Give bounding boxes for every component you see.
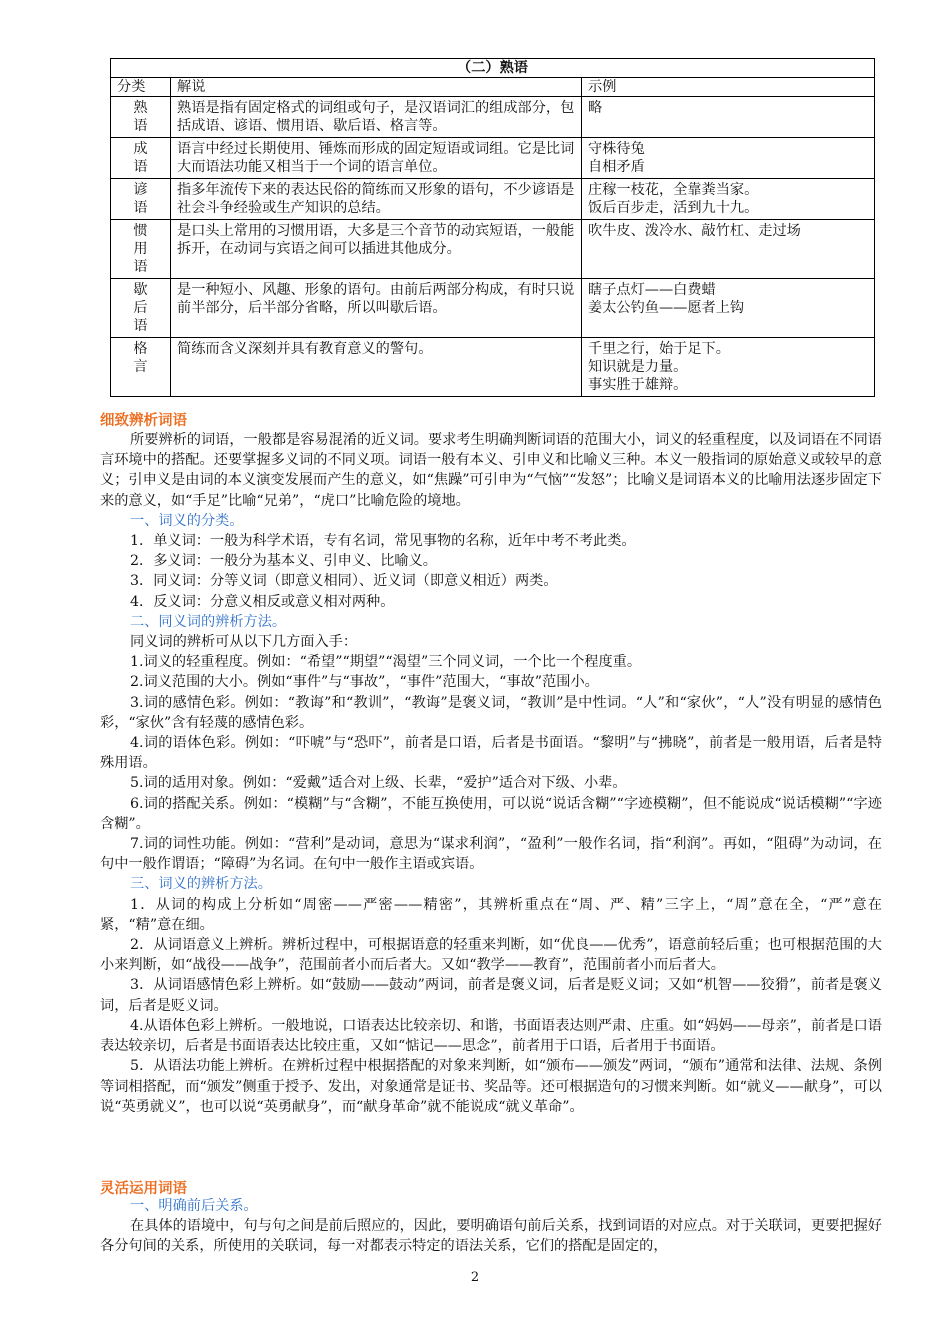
example: 事实胜于雄辩。 bbox=[588, 377, 688, 393]
list-item: 1.词义的轻重程度。例如：“希望”“期望”“渴望”三个同义词，一个比一个程度重。 bbox=[130, 654, 642, 671]
subheading-word-meaning-types: 一、词义的分类。 bbox=[130, 512, 244, 529]
example: 知识就是力量。 bbox=[588, 359, 688, 375]
section1-body bbox=[100, 430, 882, 1117]
row-explanation: 语言中经过长期使用、锤炼而形成的固定短语或词组。它是比词大而语法功能又相当于一个词的语言单位。 bbox=[171, 138, 582, 179]
example: 守株待兔 bbox=[588, 141, 645, 157]
subsection-intro: 同义词的辨析可从以下几方面入手： bbox=[130, 634, 358, 651]
row-category bbox=[111, 179, 171, 220]
list-item: 3．同义词：分等义词（即意义相同）、近义词（即意义相近）两类。 bbox=[130, 573, 558, 590]
table-row bbox=[111, 220, 875, 279]
list-item: 4.从语体色彩上辨析。一般地说，口语表达比较亲切、和谐，书面语表达则严肃、庄重。如“妈妈——母亲”，前者是口语表达较亲切，后者是书面语表达比较庄重，又如“惦记——思念”，前者用于口语，后者用于书面语。 bbox=[100, 1017, 882, 1055]
category-char: 歇 bbox=[133, 282, 148, 298]
category-char: 语 bbox=[133, 159, 148, 175]
example: 略 bbox=[588, 100, 603, 116]
row-examples bbox=[582, 338, 875, 397]
subheading-synonym-methods: 二、同义词的辨析方法。 bbox=[130, 613, 287, 630]
list-item: 2.词义范围的大小。例如“事件”与“事故”，“事件”范围大，“事故”范围小。 bbox=[130, 674, 599, 691]
row-category bbox=[111, 220, 171, 279]
category-char: 语 bbox=[133, 118, 148, 134]
row-explanation: 指多年流传下来的表达民俗的简练而又形象的语句，不少谚语是社会斗争经验或生产知识的总结。 bbox=[171, 179, 582, 220]
row-category bbox=[111, 97, 171, 138]
example: 瞎子点灯——白费蜡 bbox=[588, 282, 716, 298]
row-category bbox=[111, 279, 171, 338]
row-category bbox=[111, 338, 171, 397]
row-category bbox=[111, 138, 171, 179]
header-explanation: 解说 bbox=[171, 78, 582, 97]
section-title-flexible-use: 灵活运用词语 bbox=[100, 1181, 187, 1197]
section2-body bbox=[100, 1196, 882, 1257]
section1-intro: 所要辨析的词语，一般都是容易混淆的近义词。要求考生明确判断词语的范围大小，词义的轻重程度，以及词语在不同语言环境中的搭配。还要掌握多义词的不同义项。词语一般有本义、引申义和比喻义三种。本义一般指词的原始意义或较早的意义；引申义是由词的本义演变发展而产生的意义，如“焦躁”可引申为“气恼”“发怒”；比喻义是词语本义的比喻用法逐步固定下来的意义，如“手足”比喻“兄弟”，“虎口”比喻危险的境地。 bbox=[100, 432, 882, 509]
table-row bbox=[111, 179, 875, 220]
row-examples bbox=[582, 179, 875, 220]
row-examples bbox=[582, 138, 875, 179]
row-examples bbox=[582, 279, 875, 338]
category-char: 用 bbox=[133, 241, 148, 257]
example: 自相矛盾 bbox=[588, 159, 645, 175]
header-category: 分类 bbox=[111, 78, 171, 97]
table-row bbox=[111, 138, 875, 179]
table-row bbox=[111, 279, 875, 338]
list-item: 2．从词语意义上辨析。辨析过程中，可根据语意的轻重来判断，如“优良——优秀”，语意前轻后重；也可根据范围的大小来判断，如“战役——战争”，范围前者小而后者大。又如“教学——教育”，范围前者小而后者大。 bbox=[100, 937, 882, 974]
page-number: 2 bbox=[470, 1270, 480, 1285]
category-char: 语 bbox=[133, 318, 148, 334]
list-item: 2．多义词：一般分为基本义、引申义、比喻义。 bbox=[130, 553, 437, 570]
list-item: 5.词的适用对象。例如：“爱戴”适合对上级、长辈，“爱护”适合对下级、小辈。 bbox=[130, 775, 627, 792]
example: 庄稼一枝花，全靠粪当家。 bbox=[588, 182, 759, 198]
row-examples bbox=[582, 220, 875, 279]
list-item: 5．从语法功能上辨析。在辨析过程中根据搭配的对象来判断，如“颁布——颁发”两词，“颁布”通常和法律、法规、条例等词相搭配，而“颁发”侧重于授予、发出，对象通常是证书、奖品等。还可根据造句的习惯来判断。如“就义——献身”，可以说“英勇就义”，也可以说“英勇献身”，而“献身革命”就不能说成“就义革命”。 bbox=[100, 1058, 882, 1115]
idioms-table bbox=[110, 58, 875, 397]
example: 吹牛皮、泼冷水、敲竹杠、走过场 bbox=[588, 223, 801, 239]
row-explanation: 是口头上常用的习惯用语，大多是三个音节的动宾短语，一般能拆开，在动词与宾语之间可以插进其他成分。 bbox=[171, 220, 582, 279]
list-item: 1．从词的构成上分析如“周密——严密——精密”，其辨析重点在“周、严、精”三字上，“周”意在全，“严”意在紧，“精”意在细。 bbox=[100, 896, 882, 933]
list-item: 4．反义词：分意义相反或意义相对两种。 bbox=[130, 593, 395, 610]
table-caption: （二）熟语 bbox=[111, 59, 875, 78]
category-char: 语 bbox=[133, 200, 148, 216]
subheading-context-relations: 一、明确前后关系。 bbox=[130, 1198, 258, 1214]
row-examples bbox=[582, 97, 875, 138]
list-item: 4.词的语体色彩。例如：“吓唬”与“恐吓”，前者是口语，后者是书面语。“黎明”与“拂晓”，前者是一般用语，后者是特殊用语。 bbox=[100, 735, 882, 772]
table-row bbox=[111, 338, 875, 397]
category-char: 熟 bbox=[133, 100, 148, 116]
row-explanation: 熟语是指有固定格式的词组或句子，是汉语词汇的组成部分，包括成语、谚语、惯用语、歇后语、格言等。 bbox=[171, 97, 582, 138]
row-explanation: 简练而含义深刻并具有教育意义的警句。 bbox=[171, 338, 582, 397]
list-item: 6.词的搭配关系。例如：“模糊”与“含糊”，不能互换使用，可以说“说话含糊”“字迹模糊”，但不能说成“说话模糊”“字迹含糊”。 bbox=[100, 795, 882, 832]
subheading-meaning-methods: 三、词义的辨析方法。 bbox=[130, 876, 272, 893]
example: 饭后百步走，活到九十九。 bbox=[588, 200, 759, 216]
list-item: 3.词的感情色彩。例如：“教诲”和“教训”，“教诲”是褒义词，“教训”是中性词。“人”和“家伙”，“人”没有明显的感情色彩，“家伙”含有轻蔑的感情色彩。 bbox=[100, 694, 882, 731]
list-item: 7.词的词性功能。例如：“营利”是动词，意思为“谋求利润”，“盈利”一般作名词，指“利润”。再如，“阻碍”为动词，在句中一般作谓语；“障碍”为名词。在句中一般作主语或宾语。 bbox=[100, 836, 882, 873]
category-char: 格 bbox=[133, 341, 148, 357]
example: 千里之行，始于足下。 bbox=[588, 341, 730, 357]
list-item: 1．单义词：一般为科学术语，专有名词，常见事物的名称，近年中考不考此类。 bbox=[130, 533, 636, 550]
row-explanation: 是一种短小、风趣、形象的语句。由前后两部分构成，有时只说前半部分，后半部分省略，所以叫歇后语。 bbox=[171, 279, 582, 338]
category-char: 言 bbox=[133, 359, 148, 375]
category-char: 成 bbox=[133, 141, 148, 157]
category-char: 惯 bbox=[133, 223, 148, 239]
list-item: 3．从词语感情色彩上辨析。如“鼓励——鼓动”两词，前者是褒义词，后者是贬义词；又如“机智——狡猾”，前者是褒义词，后者是贬义词。 bbox=[100, 977, 882, 1014]
category-char: 后 bbox=[133, 300, 148, 316]
table-header-row bbox=[111, 78, 875, 97]
header-examples: 示例 bbox=[582, 78, 875, 97]
table-row bbox=[111, 97, 875, 138]
example: 姜太公钓鱼——愿者上钩 bbox=[588, 300, 745, 316]
section-title-word-discrimination: 细致辨析词语 bbox=[100, 413, 187, 429]
category-char: 语 bbox=[133, 259, 148, 275]
category-char: 谚 bbox=[133, 182, 148, 198]
section2-text: 在具体的语境中，句与句之间是前后照应的，因此，要明确语句前后关系，找到词语的对应点。对于关联词，更要把握好各分句间的关系，所使用的关联词，每一对都表示特定的语法关系，它们的搭配是固定的， bbox=[100, 1218, 882, 1255]
